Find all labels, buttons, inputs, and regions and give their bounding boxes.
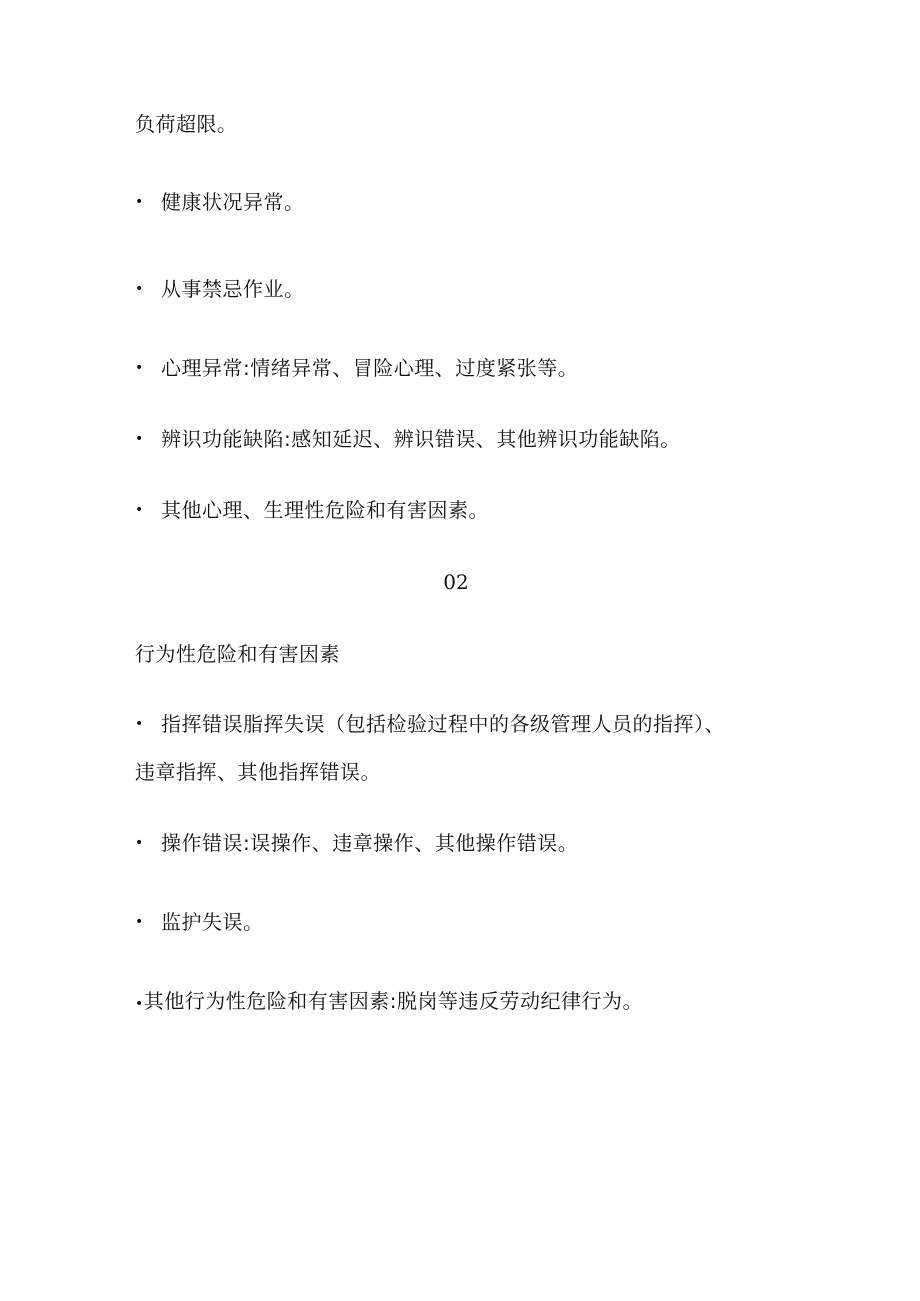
bullet: • xyxy=(135,914,144,930)
list-item xyxy=(135,188,305,216)
list-item-text: 指挥错误脂挥失误（包括检验过程中的各级管理人员的指挥）、 xyxy=(161,712,725,736)
list-item xyxy=(135,987,643,1018)
bullet: • xyxy=(135,360,144,376)
list-item xyxy=(135,354,578,382)
list-item-text: 辨识功能缺陷:感知延迟、辨识错误、其他辨识功能缺陷。 xyxy=(161,427,681,451)
list-item-text: 其他心理、生理性危险和有害因素。 xyxy=(161,498,489,522)
list-item-text: 心理异常:情绪异常、冒险心理、过度紧张等。 xyxy=(161,356,579,380)
list-item xyxy=(135,425,681,453)
list-item-text: 监护失误。 xyxy=(161,910,264,934)
list-item-text: 操作错误:误操作、违章操作、其他操作错误。 xyxy=(161,831,579,855)
list-item xyxy=(135,710,725,738)
list-item-text: 从事禁忌作业。 xyxy=(161,277,305,301)
list-item xyxy=(135,496,489,524)
bullet: • xyxy=(135,716,144,732)
bullet: • xyxy=(135,431,144,447)
bullet: • xyxy=(135,835,144,851)
section-number: 02 xyxy=(443,570,469,594)
section-title: 行为性危险和有害因素 xyxy=(135,642,340,666)
bullet: • xyxy=(135,194,144,210)
list-item xyxy=(135,908,264,936)
bullet: • xyxy=(135,502,144,518)
list-item-text: 健康状况异常。 xyxy=(161,190,305,214)
list-item-continuation: 违章指挥、其他指挥错误。 xyxy=(135,760,381,784)
continuation-text: 负荷超限。 xyxy=(135,112,238,136)
list-item xyxy=(135,829,578,857)
bullet: • xyxy=(135,996,144,1012)
list-item xyxy=(135,275,305,303)
bullet: • xyxy=(135,281,144,297)
list-item-text: 其他行为性危险和有害因素:脱岗等违反劳动纪律行为。 xyxy=(143,989,644,1013)
